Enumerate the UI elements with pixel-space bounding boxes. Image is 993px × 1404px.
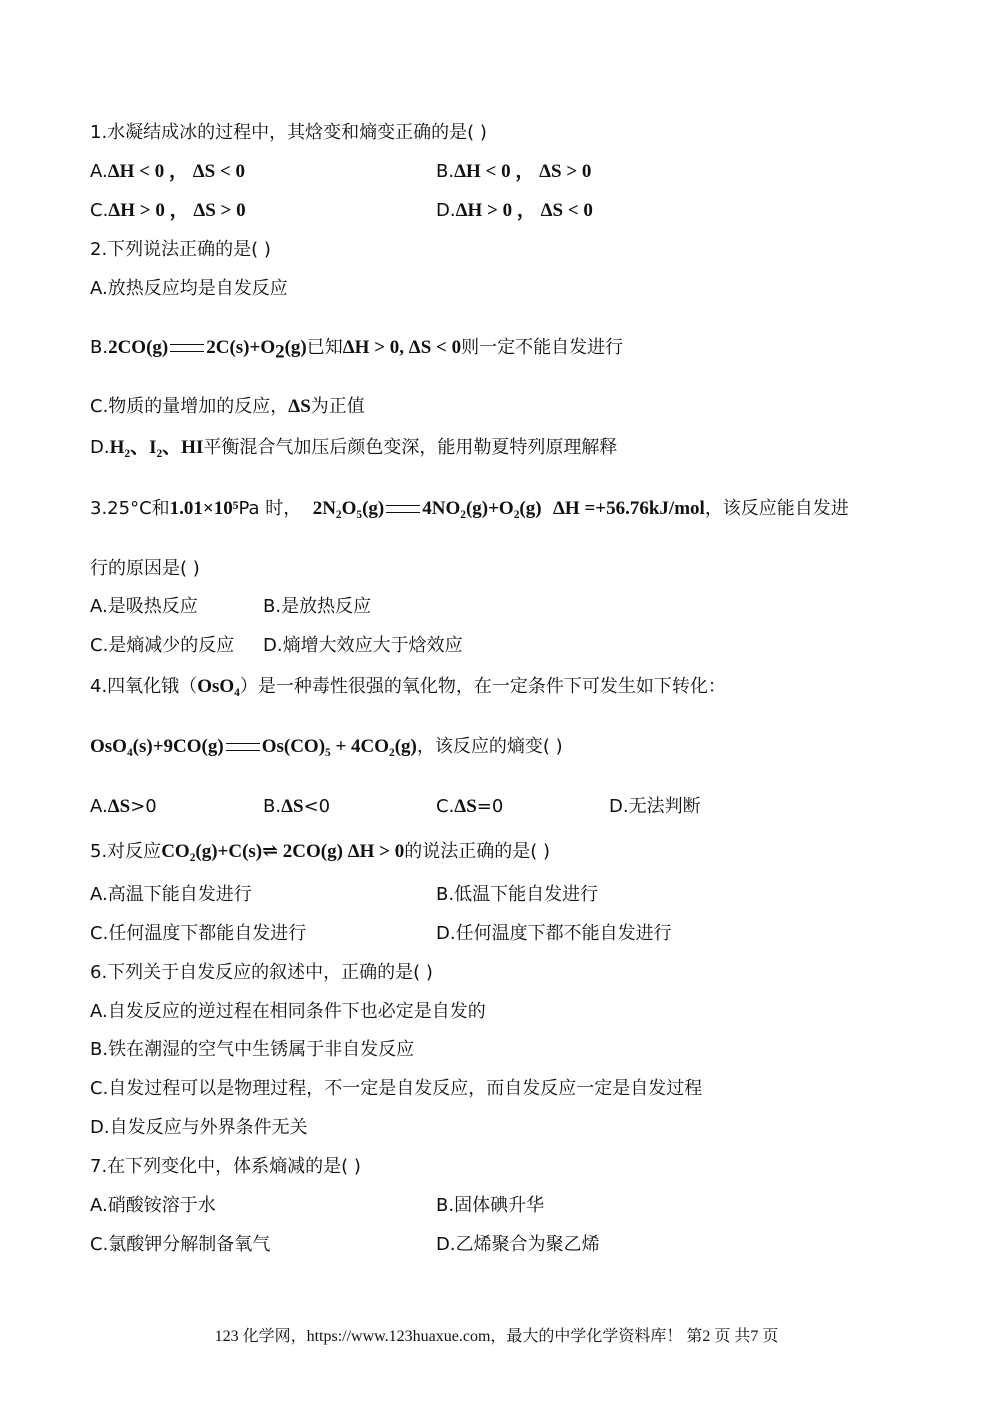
q7-option-d: D.乙烯聚合为聚乙烯 — [436, 1234, 600, 1255]
equals-arrow-icon — [170, 344, 204, 352]
q1-option-c: C.ΔH > 0 ， ΔS > 0 — [90, 200, 246, 221]
q4-option-c: C.ΔS=0 — [436, 796, 504, 817]
page-footer: 123 化学网，https://www.123huaxue.com，最大的中学化学资料库！ 第2 页 共7 页 — [214, 1328, 779, 1345]
q3-option-a: A.是吸热反应 — [90, 596, 198, 617]
q3-stem: 3.25°C和1.01×10⁵Pa 时， 2N₂O₅(g) 4NO₂(g)+O₂(g) ΔH =+56.76kJ/mol，该反应能自发进 — [90, 498, 849, 519]
q6-option-d: D.自发反应与外界条件无关 — [90, 1117, 308, 1138]
q2-stem: 2.下列说法正确的是( ) — [90, 239, 271, 260]
q6-stem: 6.下列关于自发反应的叙述中，正确的是( ) — [90, 962, 433, 983]
q1-option-a: A.ΔH < 0 ， ΔS < 0 — [90, 161, 246, 182]
q5-option-b: B.低温下能自发进行 — [436, 884, 599, 905]
q2-option-d: D.H₂、I₂、HI平衡混合气加压后颜色变深，能用勒夏特列原理解释 — [90, 437, 618, 458]
q5-option-a: A.高温下能自发进行 — [90, 884, 252, 905]
q7-stem: 7.在下列变化中，体系熵减的是( ) — [90, 1156, 361, 1177]
q1-option-b: B.ΔH < 0 ， ΔS > 0 — [436, 161, 592, 182]
q3-option-b: B.是放热反应 — [263, 596, 372, 617]
q3-option-c: C.是熵减少的反应 — [90, 635, 235, 656]
q1-stem: 1.水凝结成冰的过程中，其焓变和熵变正确的是( ) — [90, 122, 487, 143]
q7-option-c: C.氯酸钾分解制备氧气 — [90, 1234, 271, 1255]
q6-option-a: A.自发反应的逆过程在相同条件下也必定是自发的 — [90, 1001, 486, 1022]
q5-option-d: D.任何温度下都不能自发进行 — [436, 923, 672, 944]
equals-arrow-icon — [226, 743, 260, 751]
q7-option-b: B.固体碘升华 — [436, 1195, 545, 1216]
q3-stem-line2: 行的原因是( ) — [90, 558, 200, 579]
q1-option-d: D.ΔH > 0 ， ΔS < 0 — [436, 200, 593, 221]
q4-equation: OsO₄(s)+9CO(g) Os(CO)₅ + 4CO₂(g)，该反应的熵变( ) — [90, 736, 563, 757]
q4-option-a: A.ΔS>0 — [90, 796, 157, 817]
q3-option-d: D.熵增大效应大于焓效应 — [263, 635, 463, 656]
q4-option-d: D.无法判断 — [609, 796, 701, 817]
q5-option-c: C.任何温度下都能自发进行 — [90, 923, 307, 944]
q4-stem: 4.四氧化锇（OsO₄）是一种毒性很强的氧化物，在一定条件下可发生如下转化： — [90, 676, 726, 697]
q6-option-b: B.铁在潮湿的空气中生锈属于非自发反应 — [90, 1039, 415, 1060]
equals-arrow-icon — [386, 505, 420, 513]
q5-stem: 5.对反应CO₂(g)+C(s)⇌ 2CO(g) ΔH > 0的说法正确的是( ) — [90, 841, 551, 862]
q7-option-a: A.硝酸铵溶于水 — [90, 1195, 216, 1216]
q4-option-b: B.ΔS<0 — [263, 796, 331, 817]
q2-option-a: A.放热反应均是自发反应 — [90, 278, 288, 299]
q2-option-c: C.物质的量增加的反应，ΔS为正值 — [90, 396, 365, 417]
q2-option-b: B.2CO(g) $2C(s)+O_2(g)$已知ΔH > 0, ΔS < 0则一定不能自发进行 — [90, 337, 624, 363]
q6-option-c: C.自发过程可以是物理过程，不一定是自发反应，而自发反应一定是自发过程 — [90, 1078, 703, 1099]
